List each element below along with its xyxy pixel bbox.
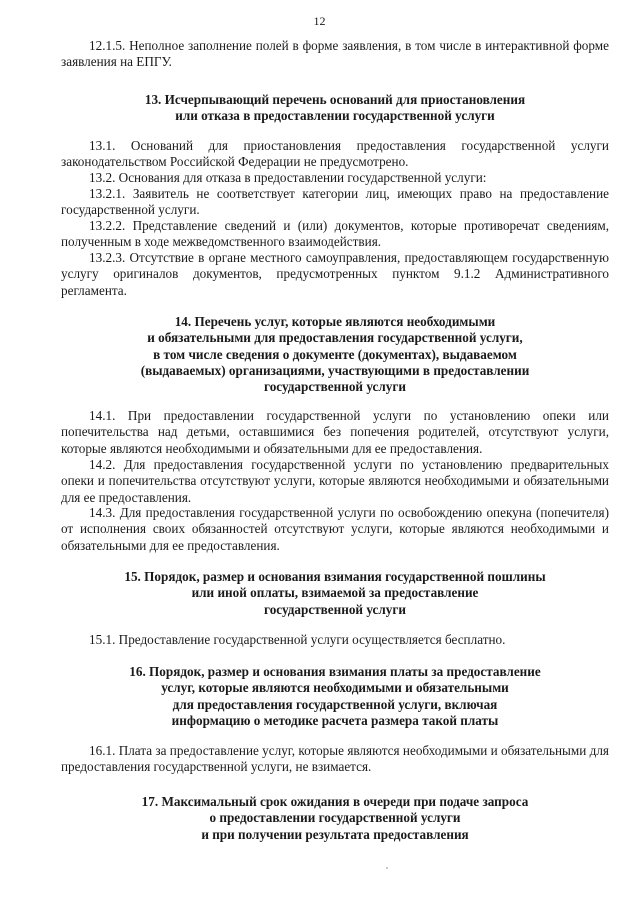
paragraph-13-2-1: 13.2.1. Заявитель не соответствует категории лиц, имеющих право на предоставление государственной услуги.: [61, 186, 609, 218]
page-number: 12: [313, 14, 326, 28]
paragraph-14-2: 14.2. Для предоставления государственной услуги по установлению предварительных опеки и попечительства отсутствуют услуги, которые являются необходимыми и обязательными для ее предоставления.: [61, 457, 609, 505]
paragraph-13-1: 13.1. Оснований для приостановления предоставления государственной услуги законодательством Российской Федерации не предусмотрено.: [61, 138, 609, 170]
heading-section-14: [61, 314, 609, 395]
heading-line: в том числе сведения о документе (документах), выдаваемом: [153, 346, 517, 362]
paragraph-14-1: 14.1. При предоставлении государственной услуги по установлению опеки или попечительства над детьми, оставшимися без попечения родителей, отсутствуют услуги, которые являются необходимыми и обязательными для ее предоставления.: [61, 408, 609, 456]
heading-line: 15. Порядок, размер и основания взимания государственной пошлины: [124, 569, 546, 584]
heading-section-15: [61, 569, 609, 618]
paragraph-12-1-5: 12.1.5. Неполное заполнение полей в форме заявления, в том числе в интерактивной форме заявления на ЕПГУ.: [61, 38, 609, 70]
paragraph-13-2: 13.2. Основания для отказа в предоставлении государственной услуги:: [89, 170, 487, 185]
heading-line: государственной услуги: [264, 379, 406, 395]
paragraph-16-1: 16.1. Плата за предоставление услуг, которые являются необходимыми и обязательными для предоставления государственной услуги, не взимается.: [61, 743, 609, 775]
heading-line: для предоставления государственной услуги, включая: [172, 696, 498, 712]
heading-line: 17. Максимальный срок ожидания в очереди при подаче запроса: [141, 794, 529, 809]
paragraph-13-2-2: 13.2.2. Представление сведений и (или) документов, которые противоречат сведениям, полученным в ходе межведомственного взаимодействия.: [61, 218, 609, 250]
heading-section-16: [61, 664, 609, 729]
paragraph-15-1: 15.1. Предоставление государственной услуги осуществляется бесплатно.: [89, 632, 506, 647]
heading-line: государственной услуги: [264, 601, 406, 617]
heading-section-17: [61, 794, 609, 843]
heading-line: и обязательными для предоставления государственной услуги,: [147, 330, 523, 346]
heading-line: (выдаваемых) организациями, участвующими в предоставлении: [140, 362, 530, 378]
heading-line: 13. Исчерпывающий перечень оснований для приостановления: [144, 92, 526, 107]
heading-line: информацию о методике расчета размера такой платы: [171, 712, 499, 728]
heading-line: или отказа в предоставлении государственной услуги: [175, 108, 495, 124]
scan-speck: [386, 867, 388, 869]
heading-line: и при получении результата предоставления: [201, 826, 469, 842]
heading-section-13: [61, 92, 609, 125]
heading-line: услуг, которые являются необходимыми и обязательными: [161, 680, 509, 696]
heading-line: 16. Порядок, размер и основания взимания платы за предоставление: [129, 664, 541, 679]
heading-line: или иной оплаты, взимаемой за предоставление: [191, 585, 479, 601]
paragraph-13-2-3: 13.2.3. Отсутствие в органе местного самоуправления, предоставляющем государственную услугу оригиналов документов, предусмотренных пунктом 9.1.2 Административного регламента.: [61, 250, 609, 298]
heading-line: о предоставлении государственной услуги: [209, 810, 461, 826]
paragraph-14-3: 14.3. Для предоставления государственной услуги по освобождению опекуна (попечителя) от исполнения своих обязанностей отсутствуют услуги, которые являются необходимыми и обязательными для ее предоставления.: [61, 505, 609, 553]
heading-line: 14. Перечень услуг, которые являются необходимыми: [174, 314, 496, 329]
